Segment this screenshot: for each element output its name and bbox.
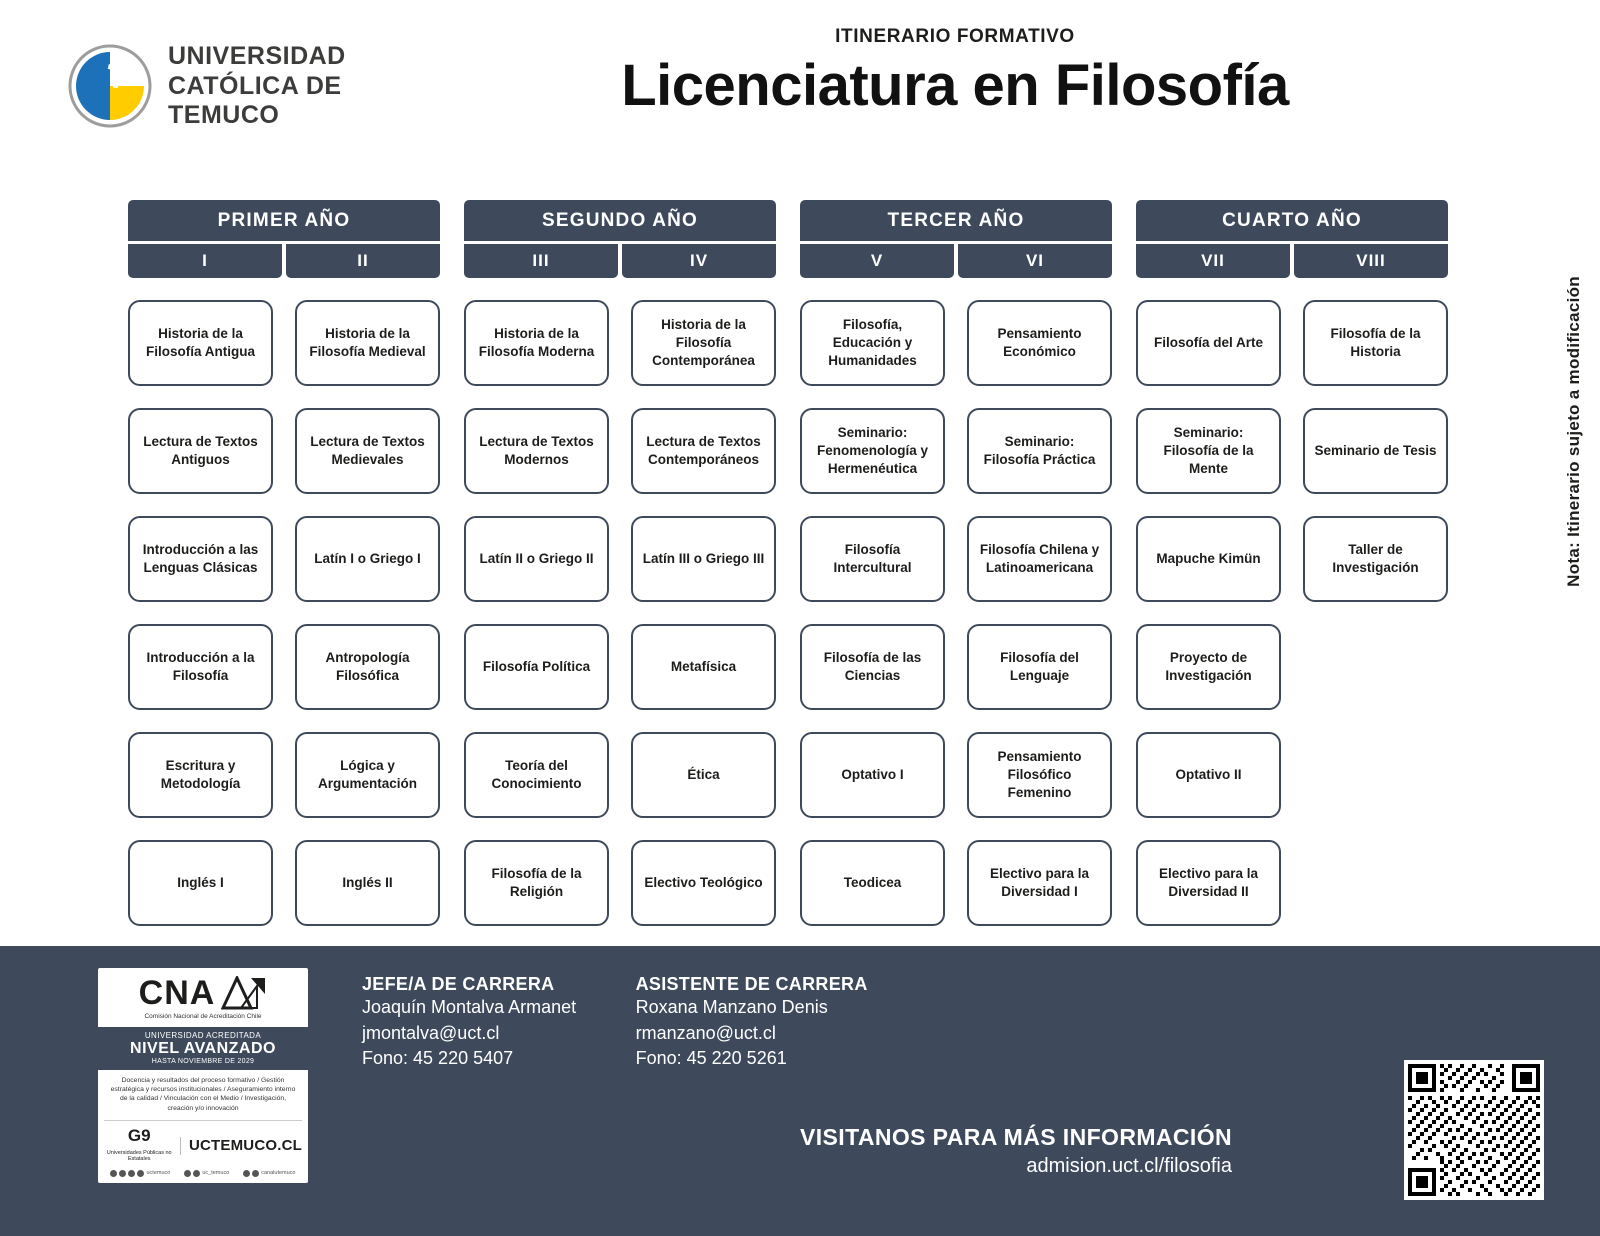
course-card[interactable]: Filosofía, Educación y Humanidades — [800, 300, 945, 386]
contact-phone: Fono: 45 220 5261 — [635, 1048, 787, 1069]
g9-subtext: Universidades Públicas no Estatales — [106, 1150, 172, 1163]
semester-column-V — [800, 300, 945, 926]
course-card[interactable]: Filosofía de la Religión — [464, 840, 609, 926]
year-title-4: CUARTO AÑO — [1136, 200, 1448, 241]
contact-name: Joaquín Montalva Armanet — [362, 997, 577, 1017]
year-column-1 — [128, 200, 440, 926]
contacts-block — [362, 974, 868, 1072]
year-title-3: TERCER AÑO — [800, 200, 1112, 241]
year-title-2: SEGUNDO AÑO — [464, 200, 776, 241]
course-card[interactable]: Lectura de Textos Modernos — [464, 408, 609, 494]
course-card[interactable]: Historia de la Filosofía Medieval — [295, 300, 440, 386]
youtube-icon[interactable] — [252, 1170, 259, 1177]
course-card[interactable]: Filosofía de la Historia — [1303, 300, 1448, 386]
page-title: Licenciatura en Filosofía — [621, 53, 1289, 118]
social-links-row — [104, 1170, 302, 1177]
semester-label-VIII: VIII — [1294, 244, 1448, 278]
course-card[interactable]: Seminario: Filosofía Práctica — [967, 408, 1112, 494]
course-card[interactable]: Electivo para la Diversidad I — [967, 840, 1112, 926]
youtube-icon[interactable] — [137, 1170, 144, 1177]
page-footer — [0, 946, 1600, 1236]
semester-label-VII: VII — [1136, 244, 1290, 278]
contact-role: JEFE/A DE CARRERA — [362, 974, 555, 994]
semester-label-III: III — [464, 244, 618, 278]
semester-column-II — [295, 300, 440, 926]
course-card[interactable]: Optativo I — [800, 732, 945, 818]
courses-year-4 — [1136, 300, 1448, 926]
semester-column-III — [464, 300, 609, 926]
course-card[interactable]: Latín I o Griego I — [295, 516, 440, 602]
course-card[interactable]: Filosofía del Arte — [1136, 300, 1281, 386]
social-group-mid[interactable] — [184, 1170, 229, 1177]
social-group-left[interactable] — [110, 1170, 170, 1177]
semester-column-VII — [1136, 300, 1281, 926]
semester-column-IV — [631, 300, 776, 926]
course-card-empty — [1303, 624, 1448, 710]
semester-headers-3 — [800, 244, 1112, 278]
course-card[interactable]: Optativo II — [1136, 732, 1281, 818]
course-card[interactable]: Seminario: Filosofía de la Mente — [1136, 408, 1281, 494]
cna-band-line3: HASTA NOVIEMBRE DE 2029 — [151, 1058, 255, 1066]
year-column-4 — [1136, 200, 1448, 926]
contact-role: ASISTENTE DE CARRERA — [635, 974, 868, 994]
g9-logo — [104, 1126, 172, 1166]
course-card[interactable]: Seminario: Fenomenología y Hermenéutica — [800, 408, 945, 494]
instagram-icon[interactable] — [119, 1170, 126, 1177]
course-card[interactable]: Filosofía del Lenguaje — [967, 624, 1112, 710]
year-column-3 — [800, 200, 1112, 926]
course-card[interactable]: Seminario de Tesis — [1303, 408, 1448, 494]
curriculum-grid — [128, 200, 1448, 926]
semester-column-VIII — [1303, 300, 1448, 926]
tiktok-icon[interactable] — [193, 1170, 200, 1177]
contact-email[interactable]: rmanzano@uct.cl — [635, 1022, 776, 1043]
cna-band-line1: UNIVERSIDAD ACREDITADA — [144, 1031, 262, 1041]
course-card[interactable]: Latín II o Griego II — [464, 516, 609, 602]
course-card[interactable]: Escritura y Metodología — [128, 732, 273, 818]
course-card[interactable]: Introducción a las Lenguas Clásicas — [128, 516, 273, 602]
semester-label-VI: VI — [958, 244, 1112, 278]
course-card[interactable]: Inglés II — [295, 840, 440, 926]
course-card[interactable]: Electivo para la Diversidad II — [1136, 840, 1281, 926]
course-card[interactable]: Lógica y Argumentación — [295, 732, 440, 818]
course-card[interactable]: Antropología Filosófica — [295, 624, 440, 710]
contact-name: Roxana Manzano Denis — [635, 997, 828, 1017]
social-handle-right: canalutemuco — [261, 1170, 296, 1177]
g9-text: G9 — [127, 1125, 151, 1145]
semester-headers-1 — [128, 244, 440, 278]
course-card[interactable]: Metafísica — [631, 624, 776, 710]
course-card[interactable]: Filosofía Intercultural — [800, 516, 945, 602]
visit-block — [800, 1124, 1232, 1178]
kicker-text: ITINERARIO FORMATIVO — [835, 26, 1075, 47]
course-card[interactable]: Proyecto de Investigación — [1136, 624, 1281, 710]
uct-site-text: UCTEMUCO.CL — [188, 1137, 302, 1155]
cna-accreditation-badge — [98, 968, 308, 1183]
course-card[interactable]: Electivo Teológico — [631, 840, 776, 926]
cna-subtitle: Comisión Nacional de Acreditación Chile — [144, 1013, 262, 1020]
visit-url[interactable]: admision.uct.cl/filosofia — [1026, 1155, 1232, 1177]
courses-year-3 — [800, 300, 1112, 926]
social-handle-mid: uc_temuco — [202, 1170, 230, 1177]
facebook-icon[interactable] — [243, 1170, 250, 1177]
qr-code[interactable] — [1404, 1060, 1544, 1200]
contact-jefe-carrera — [362, 974, 576, 1072]
course-card[interactable]: Ética — [631, 732, 776, 818]
page-header — [0, 0, 1600, 170]
title-block — [370, 26, 1540, 117]
course-card[interactable]: Filosofía Política — [464, 624, 609, 710]
cna-brand — [104, 976, 302, 1010]
course-card[interactable]: Latín III o Griego III — [631, 516, 776, 602]
course-card[interactable]: Pensamiento Económico — [967, 300, 1112, 386]
uct-logo-icon — [68, 44, 152, 128]
uct-logo — [68, 42, 346, 131]
visit-title: VISITANOS PARA MÁS INFORMACIÓN — [800, 1124, 1232, 1150]
uct-logo-text — [168, 42, 346, 131]
logo-line-2: CATÓLICA DE — [168, 71, 342, 100]
cna-level-band — [98, 1027, 308, 1070]
course-card[interactable]: Lectura de Textos Medievales — [295, 408, 440, 494]
contact-email[interactable]: jmontalva@uct.cl — [362, 1022, 500, 1043]
cna-description: Docencia y resultados del proceso formativo / Gestión estratégica y recursos institucionales / Aseguramiento interno de la calidad / Vinculación con el Medio / Investigación, creación y/o innovación — [110, 1077, 296, 1112]
course-card[interactable]: Teodicea — [800, 840, 945, 926]
cna-brand-text: CNA — [138, 974, 216, 1012]
courses-year-2 — [464, 300, 776, 926]
course-card[interactable]: Lectura de Textos Contemporáneos — [631, 408, 776, 494]
course-card[interactable]: Introducción a la Filosofía — [128, 624, 273, 710]
course-card-empty — [1303, 732, 1448, 818]
year-headers-row — [128, 200, 1448, 926]
year-title-1: PRIMER AÑO — [128, 200, 440, 241]
semester-label-II: II — [286, 244, 440, 278]
logo-line-3: TEMUCO — [168, 101, 280, 129]
course-card[interactable]: Filosofía de las Ciencias — [800, 624, 945, 710]
logo-line-1: UNIVERSIDAD — [168, 42, 346, 70]
social-group-right[interactable] — [243, 1170, 295, 1177]
contact-phone: Fono: 45 220 5407 — [362, 1048, 514, 1069]
semester-label-V: V — [800, 244, 954, 278]
cna-footer-row — [104, 1120, 302, 1166]
social-handle-left: uctemuco — [146, 1170, 171, 1177]
course-card-empty — [1303, 840, 1448, 926]
course-card[interactable]: Filosofía Chilena y Latinoamericana — [967, 516, 1112, 602]
course-card[interactable]: Mapuche Kimün — [1136, 516, 1281, 602]
twitter-icon[interactable] — [128, 1170, 135, 1177]
facebook-icon[interactable] — [110, 1170, 117, 1177]
twitter-icon[interactable] — [184, 1170, 191, 1177]
course-card[interactable]: Pensamiento Filosófico Femenino — [967, 732, 1112, 818]
course-card[interactable]: Taller de Investigación — [1303, 516, 1448, 602]
semester-column-VI — [967, 300, 1112, 926]
course-card[interactable]: Historia de la Filosofía Moderna — [464, 300, 609, 386]
cna-band-line2: NIVEL AVANZADO — [130, 1040, 276, 1058]
semester-headers-2 — [464, 244, 776, 278]
semester-label-IV: IV — [622, 244, 776, 278]
course-card[interactable]: Historia de la Filosofía Antigua — [128, 300, 273, 386]
divider — [180, 1137, 181, 1155]
semester-headers-4 — [1136, 244, 1448, 278]
course-card[interactable]: Inglés I — [128, 840, 273, 926]
semester-label-I: I — [128, 244, 282, 278]
course-card[interactable]: Lectura de Textos Antiguos — [128, 408, 273, 494]
modification-note: Nota: Itinerario sujeto a modificación — [1564, 276, 1583, 587]
course-card[interactable]: Historia de la Filosofía Contemporánea — [631, 300, 776, 386]
semester-column-I — [128, 300, 273, 926]
contact-asistente-carrera — [636, 974, 868, 1072]
courses-year-1 — [128, 300, 440, 926]
cna-mark-icon — [221, 976, 267, 1010]
course-card[interactable]: Teoría del Conocimiento — [464, 732, 609, 818]
year-column-2 — [464, 200, 776, 926]
